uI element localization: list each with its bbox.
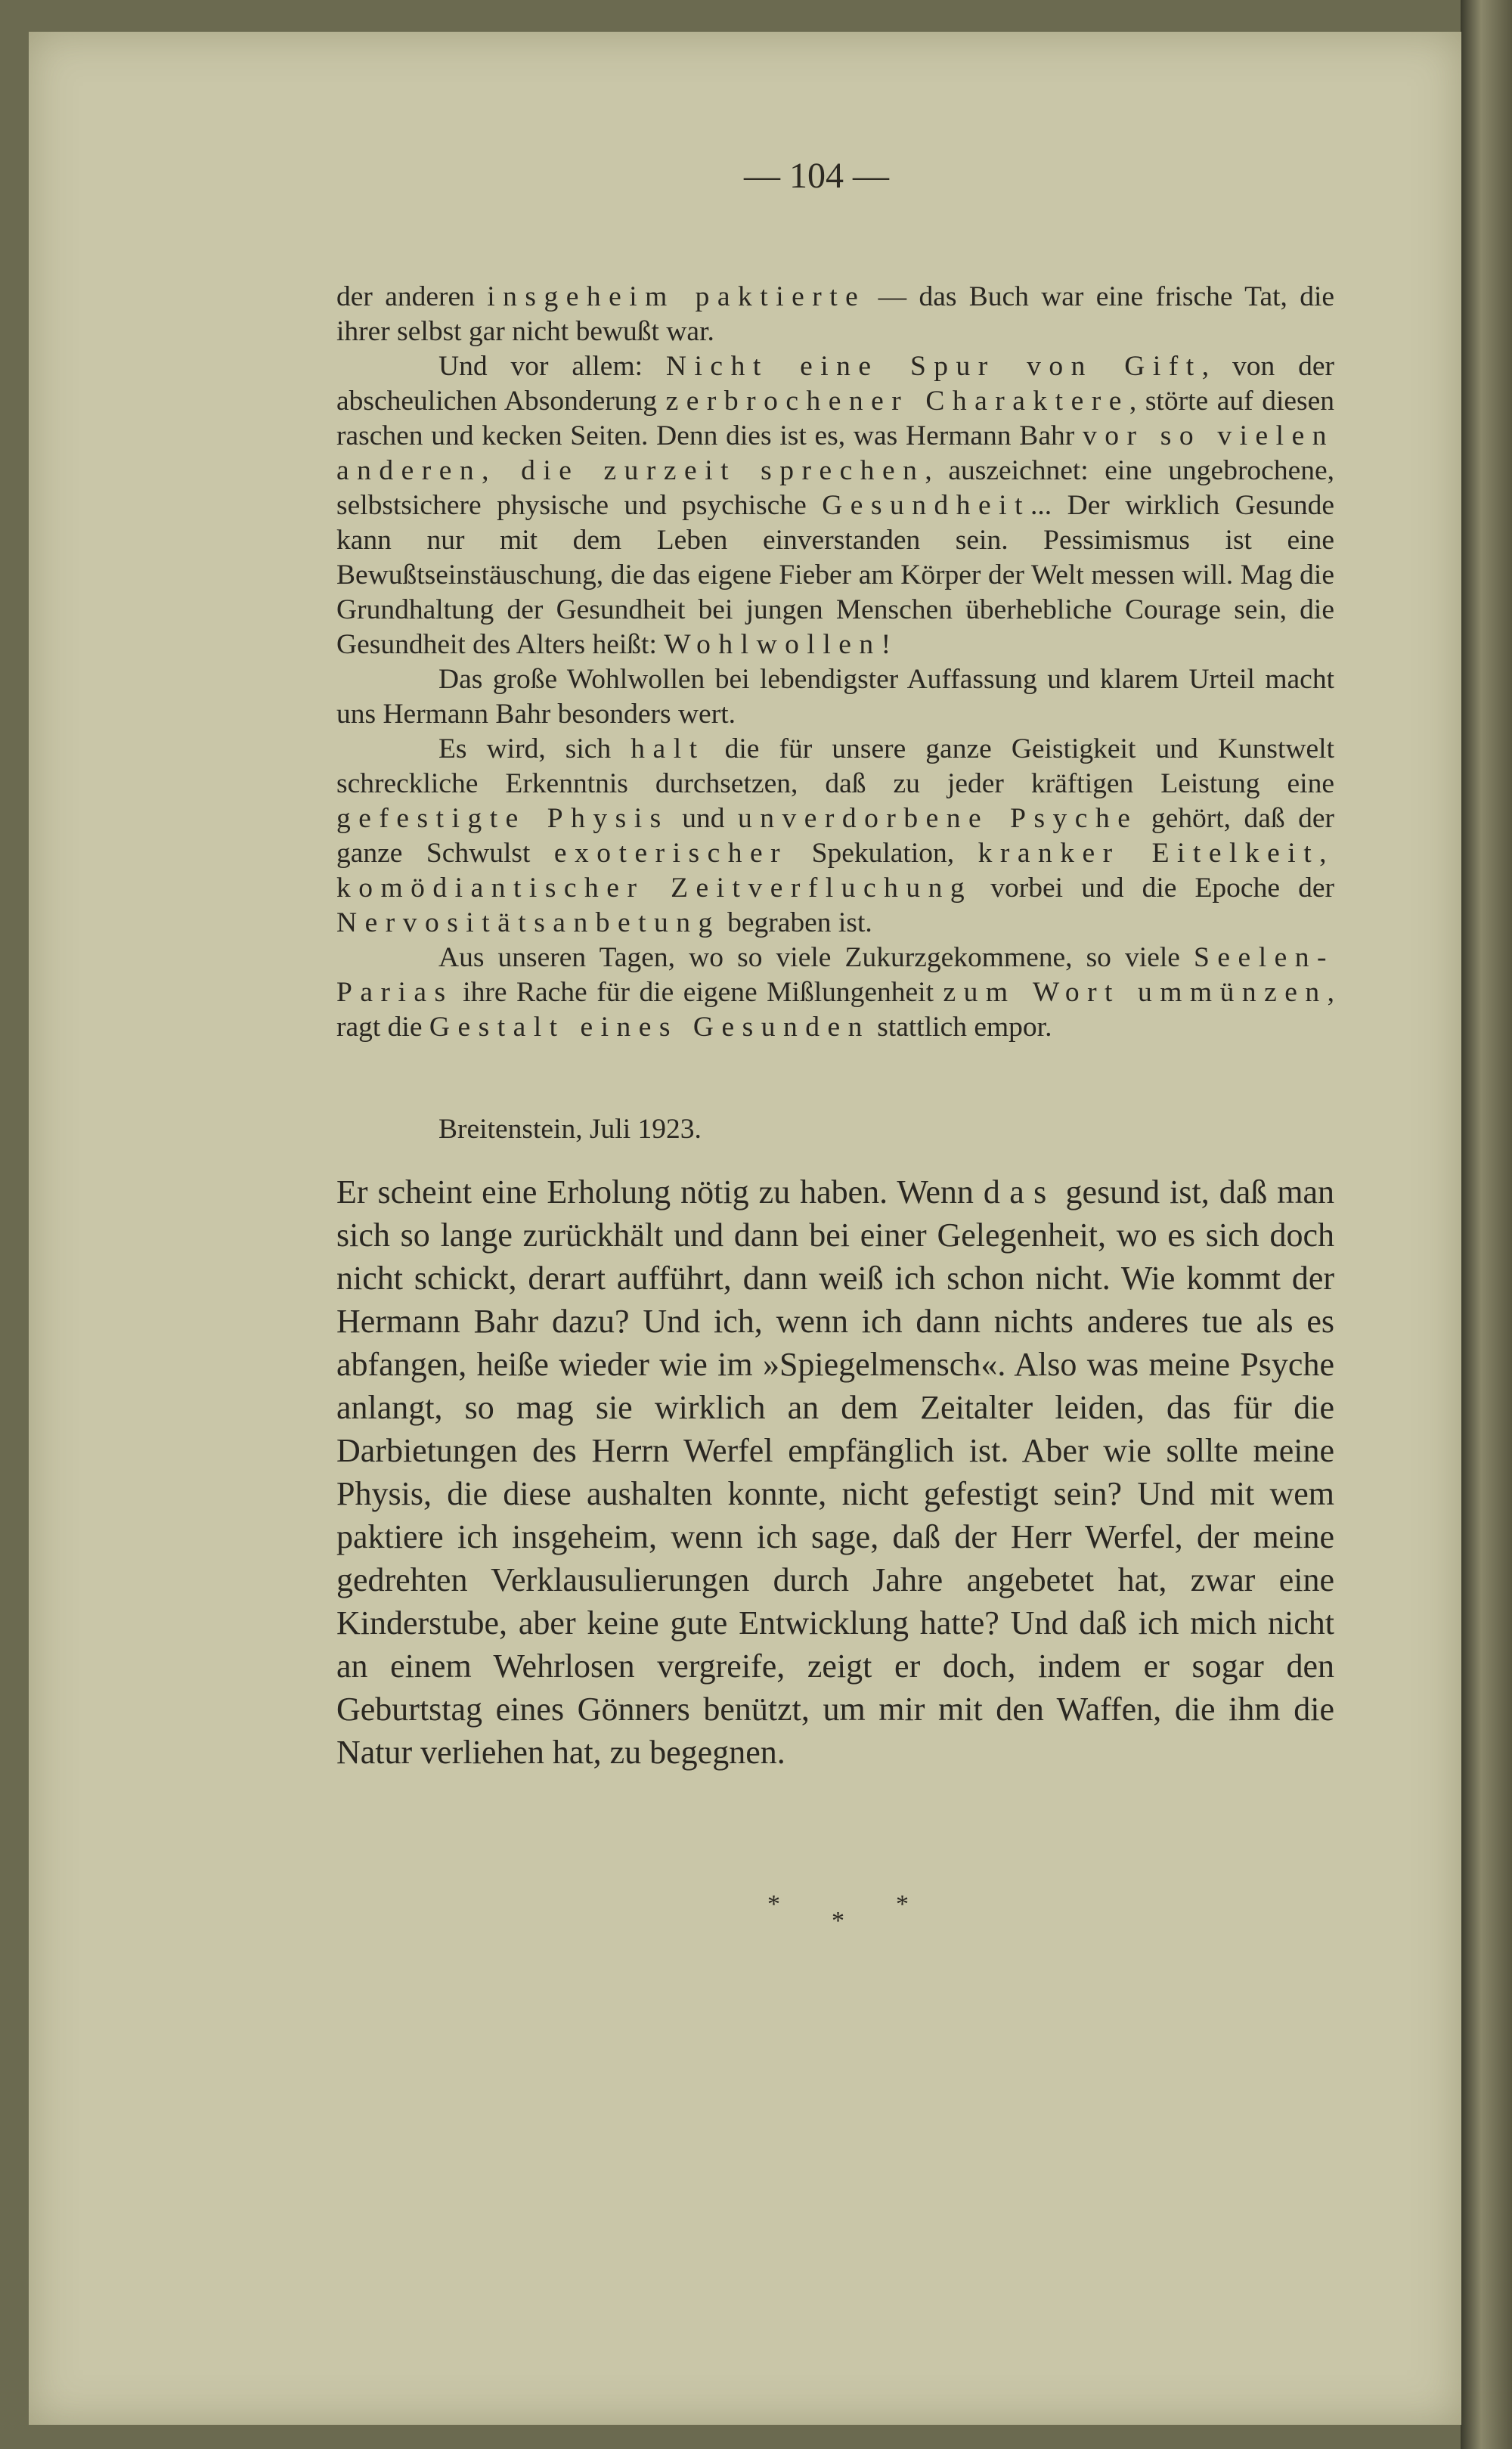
- text-run: gesund ist, daß man sich so lange zurückhält und dann bei einer Gelegenheit, wo es sich doch nicht schickt, derart aufführt, dann weiß ich schon nicht. Wie kommt der Hermann Bahr dazu? Und ich, wenn ich dann nichts anderes tue als es abfangen, heiße wieder wie im »Spiegelmensch«. Also was meine Psyche anlangt, so mag sie wirklich an dem Zeitalter leiden, das für die Darbietungen des Herrn Werfel empfänglich ist. Aber wie sollte meine Physis, die diese aushalten konnte, nicht gefestigt sein? Und mit wem paktiere ich insgeheim, wenn ich sage, daß der Herr Werfel, der meine gedrehten Verklausulierungen durch Jahre angebetet hat, zwar eine Kinderstube, aber keine gute Entwicklung hatte? Und daß ich mich nicht an einem Wehrlosen vergreife, zeigt er doch, indem er sogar den Geburtstag eines Gönners benützt, um mir mit den Waffen, die ihm die Natur verliehen hat, zu begegnen.: [336, 1173, 1334, 1771]
- paragraph-3: Das große Wohlwollen bei lebendigster Auffassung und klarem Urteil macht uns Hermann Bahr besonders wert.: [336, 664, 1334, 730]
- separator-star: *: [767, 1890, 780, 1918]
- text-run: Aus unseren Tagen, wo so viele Zukurzgekommene, so viele: [438, 942, 1194, 973]
- book-spine: [1461, 0, 1512, 2449]
- text-run: der anderen: [336, 281, 488, 312]
- text-run: die für unsere ganze Geistigkeit und Kunstwelt schreckliche Erkenntnis durchsetzen, daß zu jeder kräftigen Leistung eine: [336, 733, 1334, 799]
- spaced-text: unverdorbene Psyche: [737, 803, 1139, 834]
- text-run: , ragt die: [336, 977, 1334, 1043]
- text-run: ihre Rache für die eigene Mißlungenheit: [453, 977, 943, 1008]
- intro-text: [336, 280, 1334, 1045]
- text-run: — das Buch war eine frische Tat, die ihrer selbst gar nicht bewußt war.: [336, 281, 1335, 347]
- spaced-text: gefestigte Physis: [336, 803, 669, 834]
- spaced-text: das: [983, 1173, 1056, 1211]
- spaced-text: zum Wort ummünzen: [943, 977, 1328, 1008]
- separator-star: *: [832, 1907, 844, 1935]
- paragraph-2: [336, 349, 1334, 662]
- text-run: stattlich empor.: [869, 1012, 1052, 1043]
- text-run: , störte auf diesen raschen und kecken Seiten. Denn dies ist es, was Hermann Bahr: [336, 386, 1334, 451]
- text-run: ... Der wirklich Gesunde kann nur mit dem Leben einverstanden sein. Pessimismus ist eine Bewußtseinstäuschung, die das eigene Fieber am Körper der Welt messen will. Mag die Grundhaltung der Gesundheit bei jungen Menschen überhebliche Courage sein, die Gesundheit des Alters heißt:: [336, 490, 1334, 660]
- spaced-text: paktierte: [674, 281, 866, 312]
- spaced-text: Gesundheit: [822, 490, 1031, 521]
- spaced-text: halt: [631, 733, 705, 764]
- reply-paragraph: [336, 1170, 1334, 1774]
- text-run: , von der abscheulichen Absonderung: [336, 351, 1334, 417]
- spaced-text: Seelen-Parias: [336, 942, 1334, 1008]
- paragraph-4: [336, 732, 1334, 941]
- paragraph-1: [336, 280, 1334, 349]
- text-run: !: [881, 629, 891, 660]
- text-run: gehört, daß der ganze Schwulst: [336, 803, 1335, 869]
- spaced-text: Gestalt eines Gesunden: [429, 1012, 870, 1043]
- spaced-text: exoterischer: [553, 838, 789, 869]
- spaced-text: Nervositätsanbetung: [336, 907, 720, 938]
- reply-text: [336, 1170, 1334, 1774]
- spaced-text: insgeheim: [487, 281, 675, 312]
- text-run: vorbei und die Epoche der: [972, 873, 1334, 904]
- spaced-text: kranker Eitelkeit, komödiantischer Zeitverfluchung: [336, 838, 1334, 904]
- text-run: Spekulation,: [788, 838, 978, 869]
- text-run: Und vor allem:: [438, 351, 666, 382]
- text-run: begraben ist.: [720, 907, 872, 938]
- text-run: Es wird, sich: [438, 733, 631, 764]
- spaced-text: Wohlwollen: [664, 629, 881, 660]
- text-run: und: [668, 803, 738, 834]
- separator-star: *: [896, 1890, 909, 1918]
- text-run: , auszeichnet: eine ungebrochene, selbstsichere physische und psychische: [336, 455, 1334, 521]
- paragraph-5: [336, 941, 1334, 1045]
- spaced-text: vor so vielen anderen, die zurzeit sprechen: [336, 420, 1334, 486]
- page-number: — 104 —: [744, 156, 889, 196]
- date-line: Breitenstein, Juli 1923.: [438, 1114, 702, 1145]
- spaced-text: Nicht eine Spur von Gift: [665, 351, 1202, 382]
- spaced-text: zerbrochener Charaktere: [665, 386, 1129, 417]
- text-run: Er scheint eine Erholung nötig zu haben. Wenn: [336, 1173, 984, 1211]
